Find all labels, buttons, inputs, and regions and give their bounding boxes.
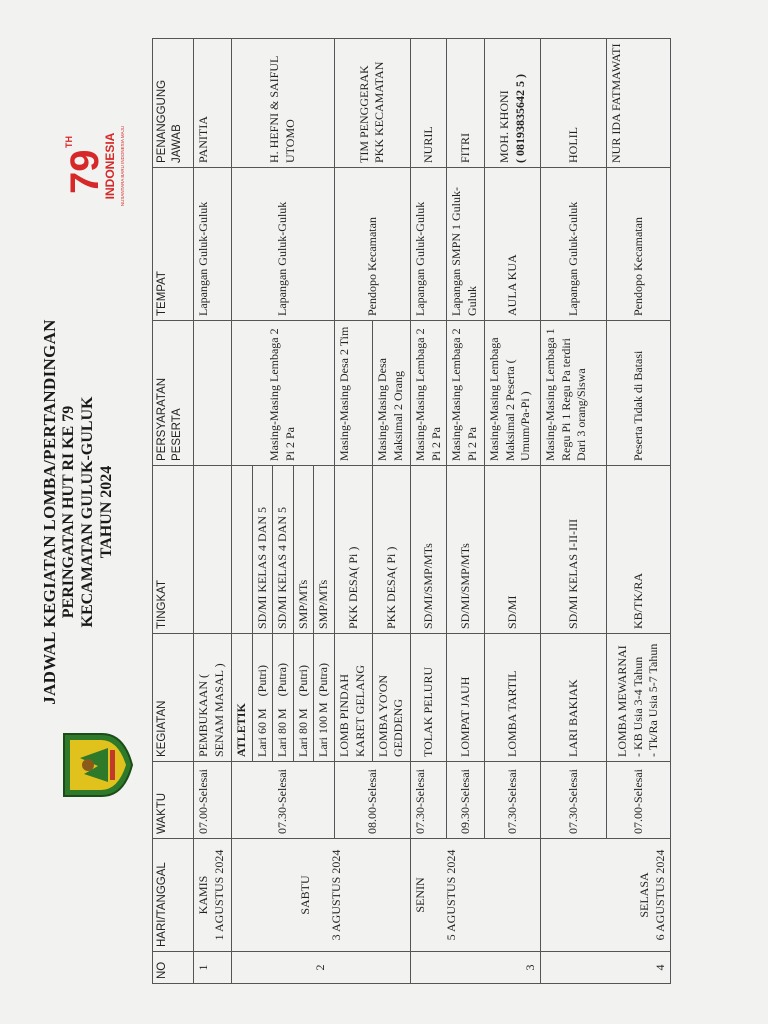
tempat: AULA KUA	[485, 168, 541, 321]
waktu: 07.00-Selesai	[607, 762, 671, 839]
tempat: Lapangan Guluk-Guluk	[232, 168, 335, 321]
persyaratan: Peserta Tidak di Batasi	[607, 321, 671, 466]
table-header-row	[153, 39, 194, 984]
kegiatan: LOMB PINDAH KARET GELANG	[334, 634, 372, 762]
header-kegiatan: KEGIATAN	[153, 634, 194, 762]
tingkat: SMP/MTs	[314, 466, 335, 634]
persyaratan: Masing-Masing Desa 2 Tim	[334, 321, 372, 466]
kegiatan-sub: - Tk/Ra Usia 5-7 Tahun	[646, 643, 661, 757]
row-hari-tanggal	[194, 839, 232, 952]
tingkat: SD/MI KELAS 4 DAN 5	[273, 466, 294, 634]
title-line-4: TAHUN 2024	[98, 465, 115, 559]
header-penanggung-jawab: PENANGGUNG JAWAB	[153, 39, 194, 168]
kegiatan-atletik: ATLETIK	[232, 634, 253, 762]
title-line-1: JADWAL KEGIATAN LOMBA/PERTANDINGAN	[40, 319, 59, 705]
penanggung-jawab: FITRI	[447, 39, 485, 168]
persyaratan: Masing-Masing Lembaga 1 Regu Pi 1 Regu Pa terdiri Dari 3 orang/Siswa	[541, 321, 607, 466]
logo-brand-sub: NUSANTARA BARU INDONESIA MAJU	[120, 126, 125, 206]
kegiatan: PEMBUKAAN ( SENAM MASAL )	[194, 634, 232, 762]
persyaratan: Masing-Masing Desa Maksimal 2 Orang	[372, 321, 410, 466]
waktu: 07.30-Selesai	[485, 762, 541, 839]
header-persyaratan: PERSYARATAN PESERTA	[153, 321, 194, 466]
title-line-3: KECAMATAN GULUK-GULUK	[79, 396, 96, 628]
kegiatan-title: LOMBA MEWARNAI	[615, 645, 630, 757]
kegiatan-sub: - KB Usia 3-4 Tahun	[630, 656, 645, 757]
hari: SENIN	[412, 877, 427, 913]
tingkat	[194, 466, 232, 634]
persyaratan: Masing-Masing Lembaga 2 Pi 2 Pa	[410, 321, 446, 466]
kegiatan: TOLAK PELURU	[410, 634, 446, 762]
logo-number: 79	[63, 149, 107, 194]
waktu: 07.30-Selesai	[541, 762, 607, 839]
penanggung-jawab: TIM PENGGERAK PKK KECAMATAN	[334, 39, 410, 168]
tingkat: PKK DESA( Pi )	[334, 466, 372, 634]
kegiatan: Lari 60 M (Putri)	[252, 634, 273, 762]
waktu: 07.30-Selesai	[232, 762, 335, 839]
penanggung-jawab: H. HEFNI & SAIFUL UTOMO	[232, 39, 335, 168]
row-hari-tanggal	[410, 839, 540, 952]
tanggal: 5 AGUSTUS 2024	[444, 849, 459, 941]
tempat: Lapangan Guluk-Guluk	[541, 168, 607, 321]
pj-phone: ( 08193835642 5 )	[512, 74, 527, 163]
tempat: Lapangan SMPN 1 Guluk-Guluk	[447, 168, 485, 321]
tanggal: 1 AGUSTUS 2024	[211, 849, 226, 941]
table-row	[194, 39, 232, 984]
pj-name: MOH. KHONI	[497, 90, 512, 163]
penanggung-jawab: NURIL	[410, 39, 446, 168]
waktu: 09.30-Selesai	[447, 762, 485, 839]
header-tempat: TEMPAT	[153, 168, 194, 321]
tingkat: SMP/MTs	[293, 466, 314, 634]
tanggal: 6 AGUSTUS 2024	[652, 849, 667, 941]
row-no: 1	[194, 952, 232, 984]
tingkat: SD/MI KELAS 4 DAN 5	[252, 466, 273, 634]
kegiatan: Lari 80 M (Putra)	[273, 634, 294, 762]
kegiatan: Lari 80 M (Putri)	[293, 634, 314, 762]
tanggal: 3 AGUSTUS 2024	[328, 849, 343, 941]
hut-ri-79-logo	[58, 126, 130, 206]
persyaratan: Masing-Masing Lembaga 2 Pi 2 Pa	[232, 321, 335, 466]
row-hari-tanggal	[232, 839, 411, 952]
hari: SABTU	[297, 875, 312, 915]
tempat: Lapangan Guluk-Guluk	[194, 168, 232, 321]
kegiatan: LARI BAKIAK	[541, 634, 607, 762]
tingkat: SD/MI KELAS I-II-III	[541, 466, 607, 634]
tingkat	[232, 466, 253, 634]
hari: KAMIS	[196, 875, 210, 915]
waktu: 07.30-Selesai	[410, 762, 446, 839]
penanggung-jawab: HOLIL	[541, 39, 607, 168]
persyaratan: Masing-Masing Lembaga 2 Pi 2 Pa	[447, 321, 485, 466]
header-tingkat: TINGKAT	[153, 466, 194, 634]
persyaratan	[194, 321, 232, 466]
penanggung-jawab: NUR IDA FATMAWATI	[607, 39, 671, 168]
table-row	[232, 39, 253, 984]
waktu: 07.00-Selesai	[194, 762, 232, 839]
row-no: 2	[232, 952, 411, 984]
penanggung-jawab	[485, 39, 541, 168]
kegiatan: LOMPAT JAUH	[447, 634, 485, 762]
kegiatan: LOMBA YO'ON GEDDENG	[372, 634, 410, 762]
tingkat: SD/MI/SMP/MTs	[410, 466, 446, 634]
logo-brand: INDONESIA	[103, 132, 117, 200]
header-waktu: WAKTU	[153, 762, 194, 839]
kegiatan	[607, 634, 671, 762]
row-hari-tanggal	[541, 839, 671, 952]
tingkat: PKK DESA( Pi )	[372, 466, 410, 634]
header-hari: HARI/TANGGAL	[153, 839, 194, 952]
penanggung-jawab: PANITIA	[194, 39, 232, 168]
waktu: 08.00-Selesai	[334, 762, 410, 839]
tingkat: SD/MI/SMP/MTs	[447, 466, 485, 634]
title-line-2: PERINGATAN HUT RI KE 79	[60, 405, 77, 619]
tingkat: KB/TK/RA	[607, 466, 671, 634]
schedule-table	[152, 38, 671, 984]
tingkat: SD/MI	[485, 466, 541, 634]
header-no: NO	[153, 952, 194, 984]
kegiatan: Lari 100 M (Putra)	[314, 634, 335, 762]
row-no: 3	[410, 952, 540, 984]
row-no: 4	[541, 952, 671, 984]
hari: SELASA	[636, 872, 651, 918]
kegiatan: LOMBA TARTIL	[485, 634, 541, 762]
logo-superscript: TH	[64, 136, 74, 148]
persyaratan: Masing-Masing Lembaga Maksimal 2 Peserta ( Umum/Pa-Pi )	[485, 321, 541, 466]
table-row	[410, 39, 446, 984]
table-row	[541, 39, 607, 984]
tempat: Lapangan Guluk-Guluk	[410, 168, 446, 321]
tempat: Pendopo Kecamatan	[607, 168, 671, 321]
tempat: Pendopo Kecamatan	[334, 168, 410, 321]
